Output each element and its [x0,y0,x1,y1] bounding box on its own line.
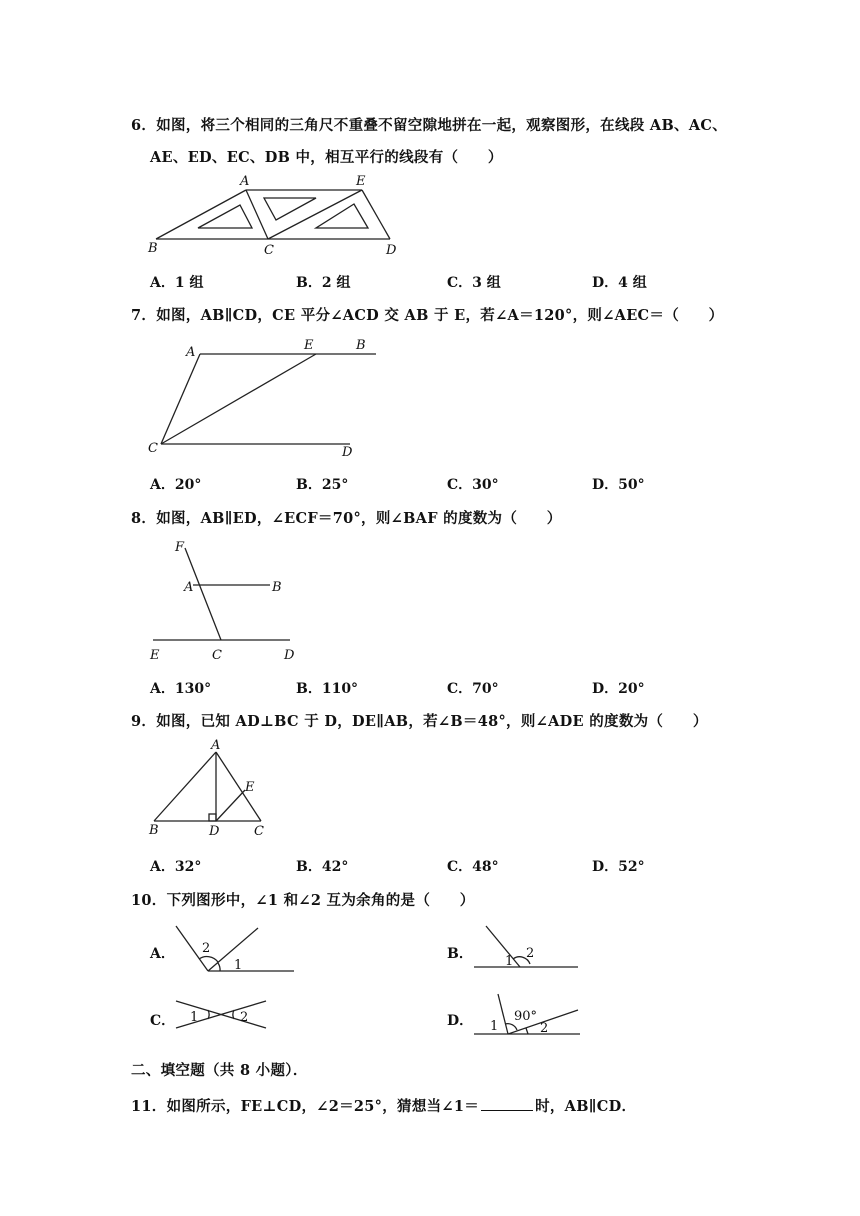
q7-label-E: E [304,338,314,353]
q6-figure [140,170,410,265]
q9-option-b[interactable]: B．42° [296,859,349,875]
q6-inner-triangle-3 [316,204,368,228]
q8-option-a[interactable]: A．130° [150,681,212,697]
q11-answer-blank[interactable] [481,1098,533,1111]
q7-label-C: C [148,441,158,456]
q6-option-c[interactable]: C．3 组 [447,275,501,291]
q8-label-E: E [150,648,160,663]
q9-label-A: A [211,738,221,753]
q7-option-c[interactable]: C．30° [447,477,499,493]
q9-option-d[interactable]: D．52° [592,859,645,875]
q7-seg-AC [161,354,200,444]
q7-stem: 7．如图，AB∥CD，CE 平分∠ACD 交 AB 于 E，若∠A＝120°，则∠AEC＝（ ） [131,307,724,324]
q6-seg-ED [362,190,390,239]
q7-option-d[interactable]: D．50° [592,477,645,493]
q9-right-angle-mark [209,814,216,821]
q7-option-b[interactable]: B．25° [296,477,349,493]
q8-option-b[interactable]: B．110° [296,681,359,697]
q10d-ray-1 [498,994,508,1034]
q6-inner-triangle-2 [264,198,316,220]
q10c-arc-1 [208,1010,209,1019]
q8-label-C: C [212,648,222,663]
q6-label-D: D [386,243,397,258]
q6-option-b[interactable]: B．2 组 [296,275,351,291]
q10-option-b[interactable]: B． [447,946,473,962]
q10a-angle-arc-2 [199,957,218,962]
q10b-label-1: 1 [505,954,514,969]
q10a-label-2: 2 [202,941,211,956]
q9-label-D: D [209,824,220,839]
q7-figure [140,330,390,460]
q10-figure-b [470,922,585,977]
q6-option-d[interactable]: D．4 组 [592,275,647,291]
q9-seg-BA [154,752,216,821]
q6-label-B: B [148,241,158,256]
q10d-label-1: 1 [490,1019,499,1034]
q11-stem-before: 11．如图所示，FE⊥CD，∠2＝25°，猜想当∠1＝ [131,1098,480,1115]
q10b-ray [486,926,520,967]
q10-option-a[interactable]: A． [150,946,175,962]
q9-seg-DE [216,790,245,821]
q10-option-d[interactable]: D． [447,1013,474,1029]
q10b-label-2: 2 [526,946,535,961]
q9-stem: 9．如图，已知 AD⊥BC 于 D，DE∥AB，若∠B＝48°，则∠ADE 的度数为（ ） [131,713,708,730]
q10d-label-90: 90° [514,1009,538,1024]
q11-stem [131,1095,636,1116]
q8-figure [140,535,310,665]
q10-option-c[interactable]: C． [150,1013,176,1029]
q6-label-A: A [240,174,250,189]
q8-stem: 8．如图，AB∥ED，∠ECF＝70°，则∠BAF 的度数为（ ） [131,510,562,527]
q6-inner-triangle-1 [198,205,252,228]
q10-figure-c [170,995,275,1035]
q9-figure [140,738,280,838]
q7-option-a[interactable]: A．20° [150,477,202,493]
q7-label-D: D [342,445,353,460]
q10a-label-1: 1 [234,958,243,973]
q7-label-A: A [186,345,196,360]
q9-label-C: C [254,824,264,839]
q10c-arc-2 [233,1010,234,1019]
q6-seg-BA [156,190,246,239]
q10-figure-d [470,990,585,1040]
q10-figure-a [170,922,300,977]
q10a-ray-right [208,928,258,971]
q6-option-a[interactable]: A．1 组 [150,275,204,291]
q6-label-E: E [356,174,366,189]
q9-label-E: E [245,780,255,795]
q8-label-B: B [272,580,282,595]
q9-option-a[interactable]: A．32° [150,859,202,875]
q8-label-A: A [184,580,194,595]
q8-label-F: F [175,540,185,555]
q6-stem-line2: AE、ED、EC、DB 中，相互平行的线段有（ ） [150,149,503,166]
q7-seg-CE [161,354,316,444]
q6-stem-line1: 6．如图，将三个相同的三角尺不重叠不留空隙地拼在一起，观察图形，在线段 AB、AC、 [131,117,728,134]
q8-option-c[interactable]: C．70° [447,681,499,697]
q8-label-D: D [284,648,295,663]
q10d-tick-2 [526,1028,528,1034]
q10-stem: 10．下列图形中，∠1 和∠2 互为余角的是（ ） [131,892,475,909]
q10d-label-2: 2 [540,1021,549,1036]
q10a-angle-arc-1 [218,963,220,971]
q10c-label-1: 1 [190,1010,199,1025]
section-heading: 二、填空题（共 8 小题）． [131,1062,308,1079]
q10c-label-2: 2 [240,1010,249,1025]
q9-option-c[interactable]: C．48° [447,859,499,875]
q11-stem-after: 时，AB∥CD． [535,1098,637,1115]
q6-label-C: C [264,243,274,258]
q8-option-d[interactable]: D．20° [592,681,645,697]
q7-label-B: B [356,338,366,353]
q9-label-B: B [149,823,159,838]
